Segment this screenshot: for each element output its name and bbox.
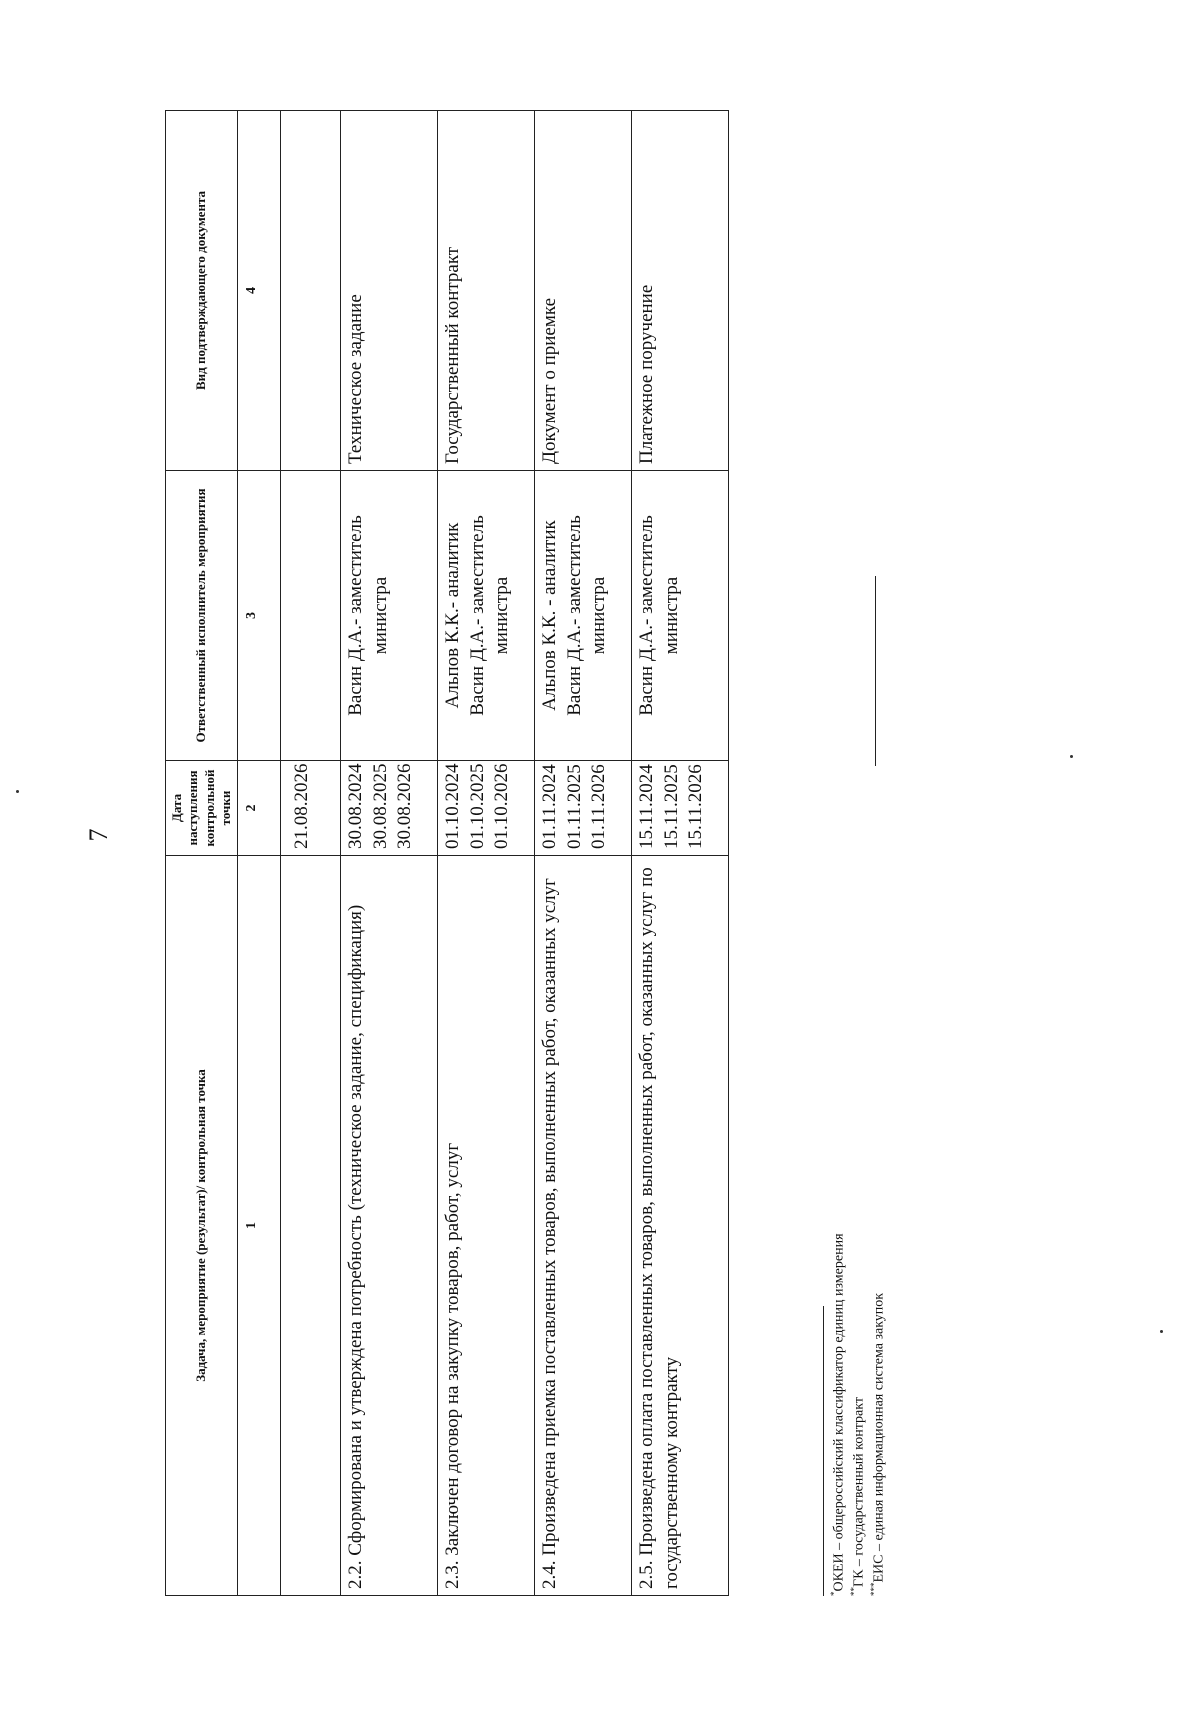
header-executor: Ответственный исполнитель мероприятия [166, 471, 238, 761]
date-value: 01.11.2025 [563, 764, 585, 849]
document-cell: Техническое задание [341, 111, 438, 471]
task-cell: 2.3. Заключен договор на закупку товаров, работ, услуг [438, 856, 535, 1596]
date-value: 30.08.2024 [345, 763, 366, 849]
executor-line: министра [491, 576, 513, 655]
date-value: 15.11.2024 [636, 764, 657, 849]
column-number-row [238, 111, 281, 1596]
date-value: 01.10.2026 [491, 763, 513, 849]
document-cell: Документ о приемке [535, 111, 632, 471]
scan-speck [1070, 755, 1073, 758]
executor-line: Альпов К.К.- аналитик [442, 522, 463, 709]
date-cell [281, 761, 341, 856]
date-value: 01.10.2024 [442, 763, 463, 849]
date-value: 15.11.2025 [660, 764, 682, 849]
date-cell [535, 761, 632, 856]
date-value: 01.10.2025 [466, 763, 488, 849]
executor-cell [341, 471, 438, 761]
date-cell [341, 761, 438, 856]
executor-line: Альпов К.К. - аналитик [539, 520, 560, 711]
date-cell [632, 761, 729, 856]
header-task: Задача, мероприятие (результат)/ контрольная точка [166, 856, 238, 1596]
header-document: Вид подтверждающего документа [166, 111, 238, 471]
control-points-table [165, 110, 729, 1596]
footnotes [829, 1233, 889, 1596]
executor-cell [632, 471, 729, 761]
column-number: 1 [238, 856, 281, 1596]
date-cell [438, 761, 535, 856]
executor-cell [535, 471, 632, 761]
table-row [341, 111, 438, 1596]
date-value: 01.11.2026 [588, 764, 610, 849]
table-row [438, 111, 535, 1596]
footnote: *ОКЕИ – общероссийский классификатор единиц измерения [829, 1233, 847, 1596]
document-cell [281, 111, 341, 471]
executor-line: министра [660, 576, 682, 655]
task-cell [281, 856, 341, 1596]
document-cell: Платежное поручение [632, 111, 729, 471]
page-number: 7 [84, 828, 113, 842]
table-row [632, 111, 729, 1596]
table-row [281, 111, 341, 1596]
column-number: 3 [238, 471, 281, 761]
signature-line [875, 576, 876, 766]
column-number: 2 [238, 761, 281, 856]
task-cell: 2.4. Произведена приемка поставленных товаров, выполненных работ, оказанных услуг [535, 856, 632, 1596]
date-value: 21.08.2026 [291, 763, 312, 849]
executor-line: Васин Д.А.- заместитель [636, 515, 657, 716]
executor-line: Васин Д.А.- заместитель [466, 515, 488, 716]
document-cell: Государственный контракт [438, 111, 535, 471]
task-cell: 2.2. Сформирована и утверждена потребность (техническое задание, спецификация) [341, 856, 438, 1596]
date-value: 01.11.2024 [539, 764, 560, 849]
scan-speck [1160, 1330, 1163, 1333]
date-value: 15.11.2026 [685, 764, 707, 849]
date-value: 30.08.2026 [394, 763, 416, 849]
executor-cell [281, 471, 341, 761]
date-value: 30.08.2025 [369, 763, 391, 849]
table-header-row [166, 111, 238, 1596]
footnote-divider [823, 1306, 824, 1596]
executor-cell [438, 471, 535, 761]
executor-line: министра [369, 576, 391, 655]
footnote: ***ЕИС – единая информационная система закупок [869, 1292, 887, 1596]
rotated-landscape-page [165, 81, 887, 1596]
executor-line: Васин Д.А.- заместитель [345, 515, 366, 716]
header-date: Дата наступления контрольной точки [166, 761, 238, 856]
task-cell: 2.5. Произведена оплата поставленных товаров, выполненных работ, оказанных услуг по государственному контракту [632, 856, 729, 1596]
footnote: **ГК – государственный контракт [849, 1397, 867, 1596]
scan-speck [16, 790, 19, 793]
executor-line: министра [588, 576, 610, 655]
executor-line: Васин Д.А.- заместитель [563, 515, 585, 716]
column-number: 4 [238, 111, 281, 471]
table-row [535, 111, 632, 1596]
